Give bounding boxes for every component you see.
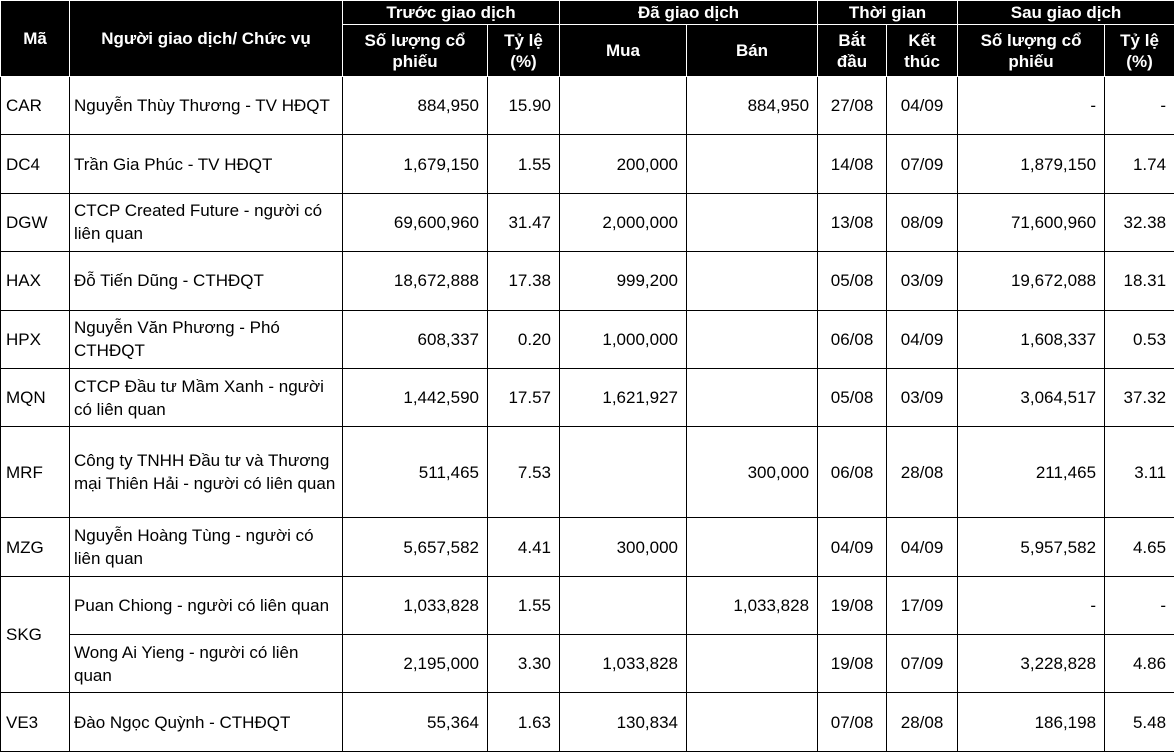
cell-sell — [687, 368, 818, 426]
cell-before-pct: 1.63 — [488, 693, 560, 752]
cell-start: 05/08 — [818, 368, 887, 426]
cell-after-pct: 4.65 — [1105, 518, 1174, 576]
cell-buy: 130,834 — [560, 693, 687, 752]
cell-sell — [687, 252, 818, 310]
cell-after-pct: 4.86 — [1105, 635, 1174, 693]
cell-sell: 1,033,828 — [687, 576, 818, 634]
cell-code: DC4 — [1, 135, 70, 193]
cell-code: MRF — [1, 427, 70, 518]
cell-before-qty: 5,657,582 — [343, 518, 488, 576]
cell-before-qty: 511,465 — [343, 427, 488, 518]
cell-end: 04/09 — [887, 518, 958, 576]
cell-code: HAX — [1, 252, 70, 310]
table-row — [1, 693, 1174, 752]
table-row — [1, 193, 1174, 251]
cell-after-pct: 18.31 — [1105, 252, 1174, 310]
cell-person: Wong Ai Yieng - người có liên quan — [70, 635, 343, 693]
cell-start: 04/09 — [818, 518, 887, 576]
cell-start: 07/08 — [818, 693, 887, 752]
header-sell: Bán — [687, 25, 818, 77]
cell-sell — [687, 310, 818, 368]
cell-person: CTCP Created Future - người có liên quan — [70, 193, 343, 251]
cell-end: 28/08 — [887, 427, 958, 518]
table-row — [1, 518, 1174, 576]
header-before-pct: Tỷ lệ (%) — [488, 25, 560, 77]
cell-before-qty: 18,672,888 — [343, 252, 488, 310]
cell-before-pct: 17.38 — [488, 252, 560, 310]
cell-start: 19/08 — [818, 635, 887, 693]
header-start: Bắt đầu — [818, 25, 887, 77]
cell-code: MZG — [1, 518, 70, 576]
cell-sell — [687, 135, 818, 193]
cell-person: CTCP Đầu tư Mầm Xanh - người có liên quan — [70, 368, 343, 426]
cell-before-qty: 55,364 — [343, 693, 488, 752]
cell-end: 03/09 — [887, 252, 958, 310]
cell-after-pct: 37.32 — [1105, 368, 1174, 426]
cell-person: Công ty TNHH Đầu tư và Thương mại Thiên Hải - người có liên quan — [70, 427, 343, 518]
cell-end: 28/08 — [887, 693, 958, 752]
cell-person: Trần Gia Phúc - TV HĐQT — [70, 135, 343, 193]
cell-start: 19/08 — [818, 576, 887, 634]
cell-person: Nguyễn Văn Phương - Phó CTHĐQT — [70, 310, 343, 368]
cell-end: 08/09 — [887, 193, 958, 251]
cell-buy — [560, 77, 687, 135]
cell-before-pct: 3.30 — [488, 635, 560, 693]
table-row — [1, 252, 1174, 310]
cell-end: 07/09 — [887, 135, 958, 193]
cell-before-pct: 15.90 — [488, 77, 560, 135]
cell-buy: 300,000 — [560, 518, 687, 576]
cell-before-pct: 4.41 — [488, 518, 560, 576]
header-after: Sau giao dịch — [958, 1, 1174, 25]
cell-after-pct: 5.48 — [1105, 693, 1174, 752]
cell-after-qty: 1,879,150 — [958, 135, 1105, 193]
table-header — [1, 1, 1174, 77]
table-row — [1, 310, 1174, 368]
header-after-pct: Tỷ lệ (%) — [1105, 25, 1174, 77]
cell-after-qty: 1,608,337 — [958, 310, 1105, 368]
cell-end: 03/09 — [887, 368, 958, 426]
cell-end: 17/09 — [887, 576, 958, 634]
header-person: Người giao dịch/ Chức vụ — [70, 1, 343, 77]
table-body — [1, 77, 1174, 752]
header-buy: Mua — [560, 25, 687, 77]
cell-person: Nguyễn Hoàng Tùng - người có liên quan — [70, 518, 343, 576]
cell-before-qty: 1,033,828 — [343, 576, 488, 634]
cell-buy — [560, 576, 687, 634]
cell-buy: 200,000 — [560, 135, 687, 193]
cell-after-pct: - — [1105, 77, 1174, 135]
cell-after-pct: 32.38 — [1105, 193, 1174, 251]
cell-sell: 884,950 — [687, 77, 818, 135]
header-after-qty: Số lượng cổ phiếu — [958, 25, 1105, 77]
cell-buy — [560, 427, 687, 518]
table-row — [1, 135, 1174, 193]
header-time: Thời gian — [818, 1, 958, 25]
cell-after-qty: 211,465 — [958, 427, 1105, 518]
cell-before-qty: 2,195,000 — [343, 635, 488, 693]
cell-before-qty: 69,600,960 — [343, 193, 488, 251]
cell-after-qty: 19,672,088 — [958, 252, 1105, 310]
cell-before-pct: 1.55 — [488, 576, 560, 634]
cell-person: Đỗ Tiến Dũng - CTHĐQT — [70, 252, 343, 310]
cell-buy: 1,000,000 — [560, 310, 687, 368]
cell-before-qty: 608,337 — [343, 310, 488, 368]
cell-before-qty: 1,442,590 — [343, 368, 488, 426]
cell-start: 05/08 — [818, 252, 887, 310]
cell-start: 14/08 — [818, 135, 887, 193]
cell-after-pct: 1.74 — [1105, 135, 1174, 193]
cell-code: CAR — [1, 77, 70, 135]
cell-person: Đào Ngọc Quỳnh - CTHĐQT — [70, 693, 343, 752]
cell-sell — [687, 635, 818, 693]
cell-start: 13/08 — [818, 193, 887, 251]
cell-start: 06/08 — [818, 310, 887, 368]
cell-after-qty: 3,228,828 — [958, 635, 1105, 693]
cell-end: 04/09 — [887, 310, 958, 368]
cell-code: MQN — [1, 368, 70, 426]
cell-before-pct: 0.20 — [488, 310, 560, 368]
cell-before-qty: 1,679,150 — [343, 135, 488, 193]
cell-after-pct: 0.53 — [1105, 310, 1174, 368]
cell-sell — [687, 518, 818, 576]
cell-buy: 1,621,927 — [560, 368, 687, 426]
cell-sell — [687, 693, 818, 752]
cell-start: 27/08 — [818, 77, 887, 135]
cell-person: Nguyễn Thùy Thương - TV HĐQT — [70, 77, 343, 135]
cell-code: VE3 — [1, 693, 70, 752]
cell-code: SKG — [1, 576, 70, 693]
cell-before-pct: 7.53 — [488, 427, 560, 518]
table-row — [1, 368, 1174, 426]
cell-after-qty: - — [958, 77, 1105, 135]
cell-sell — [687, 193, 818, 251]
cell-after-qty: 5,957,582 — [958, 518, 1105, 576]
cell-buy: 999,200 — [560, 252, 687, 310]
cell-person: Puan Chiong - người có liên quan — [70, 576, 343, 634]
header-before: Trước giao dịch — [343, 1, 560, 25]
table-row — [1, 576, 1174, 634]
table-row — [1, 635, 1174, 693]
cell-end: 04/09 — [887, 77, 958, 135]
cell-end: 07/09 — [887, 635, 958, 693]
cell-buy: 2,000,000 — [560, 193, 687, 251]
cell-before-pct: 31.47 — [488, 193, 560, 251]
cell-after-qty: 186,198 — [958, 693, 1105, 752]
cell-before-qty: 884,950 — [343, 77, 488, 135]
cell-after-pct: - — [1105, 576, 1174, 634]
cell-code: DGW — [1, 193, 70, 251]
cell-code: HPX — [1, 310, 70, 368]
table-row — [1, 427, 1174, 518]
cell-before-pct: 17.57 — [488, 368, 560, 426]
cell-buy: 1,033,828 — [560, 635, 687, 693]
cell-after-qty: 3,064,517 — [958, 368, 1105, 426]
cell-sell: 300,000 — [687, 427, 818, 518]
header-before-qty: Số lượng cổ phiếu — [343, 25, 488, 77]
header-traded: Đã giao dịch — [560, 1, 818, 25]
cell-start: 06/08 — [818, 427, 887, 518]
header-code: Mã — [1, 1, 70, 77]
table-row — [1, 77, 1174, 135]
cell-after-qty: - — [958, 576, 1105, 634]
cell-after-pct: 3.11 — [1105, 427, 1174, 518]
cell-after-qty: 71,600,960 — [958, 193, 1105, 251]
cell-before-pct: 1.55 — [488, 135, 560, 193]
header-end: Kết thúc — [887, 25, 958, 77]
